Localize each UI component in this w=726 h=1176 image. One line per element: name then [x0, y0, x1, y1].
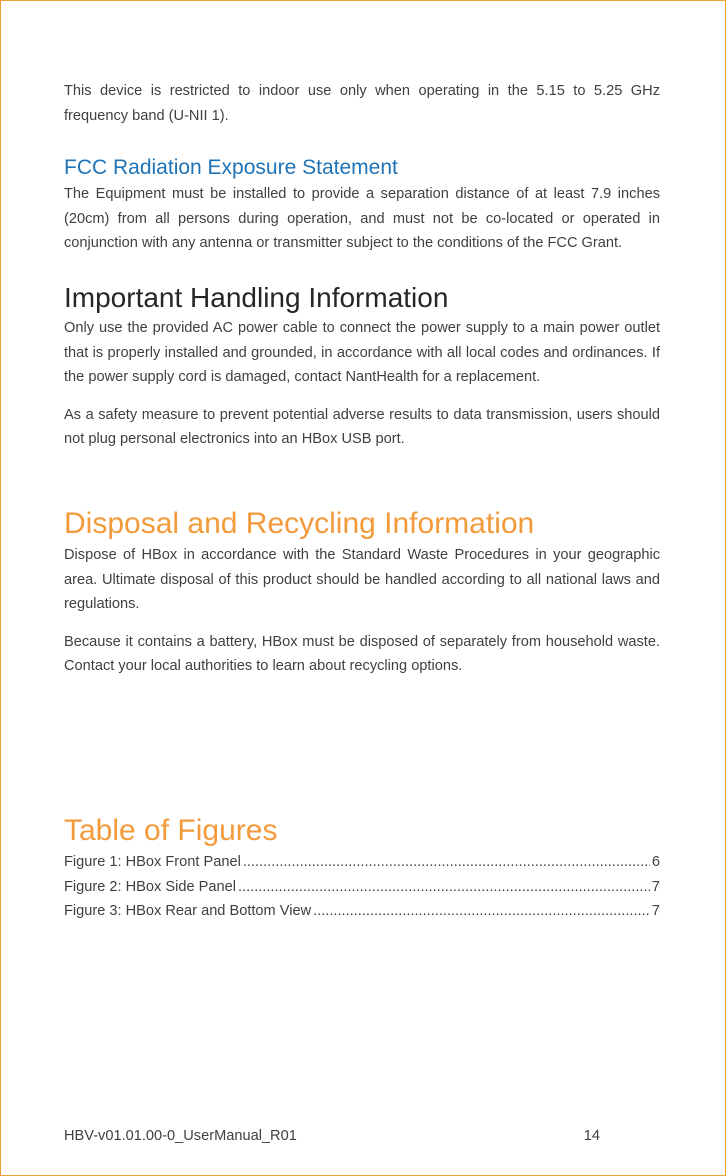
handling-heading: Important Handling Information [64, 281, 449, 313]
handling-paragraph-2: As a safety measure to prevent potential adverse results to data transmission, users should not plug personal electronics into an HBox USB port. [64, 406, 660, 448]
figure-entry-3[interactable] [64, 899, 660, 924]
figure-entry-page: 6 [651, 853, 660, 870]
intro-paragraph: This device is restricted to indoor use only when operating in the 5.15 to 5.25 GHz frequency band (U-NII 1). [64, 83, 660, 124]
figure-entry-title: Figure 3: HBox Rear and Bottom View [64, 903, 312, 920]
figures-heading: Table of Figures [64, 813, 278, 847]
figure-entry-2[interactable] [64, 875, 660, 900]
page-footer [64, 1128, 600, 1144]
dot-leader [243, 850, 650, 875]
fcc-heading: FCC Radiation Exposure Statement [64, 156, 398, 180]
handling-paragraph-1: Only use the provided AC power cable to connect the power supply to a main power outlet that is properly installed and grounded, in accordance with all local codes and ordinances. If the power supply cord is damaged, contact NantHealth for a replacement. [64, 319, 660, 386]
figures-list [64, 850, 660, 924]
disposal-paragraph-2: Because it contains a battery, HBox must be disposed of separately from household waste. Contact your local authorities to learn about recycling options. [64, 633, 660, 675]
figure-entry-page: 7 [651, 878, 660, 895]
figure-entry-1[interactable] [64, 850, 660, 875]
page-content [64, 79, 660, 924]
disposal-heading: Disposal and Recycling Information [64, 506, 535, 540]
figure-entry-title: Figure 2: HBox Side Panel [64, 878, 236, 895]
dot-leader [313, 899, 650, 924]
footer-doc-id: HBV-v01.01.00-0_UserManual_R01 [64, 1128, 297, 1144]
footer-page-number: 14 [583, 1128, 600, 1144]
figure-entry-page: 7 [651, 903, 660, 920]
fcc-paragraph: The Equipment must be installed to provide a separation distance of at least 7.9 inches (20cm) from all persons during operation, and must not be co-located or operated in conjunction with any antenna or transmitter subject to the conditions of the FCC Grant. [64, 186, 660, 252]
figure-entry-title: Figure 1: HBox Front Panel [64, 853, 241, 870]
disposal-paragraph-1: Dispose of HBox in accordance with the Standard Waste Procedures in your geographic area. Ultimate disposal of this product should be handled according to all national laws and regulations. [64, 546, 660, 613]
dot-leader [238, 875, 650, 900]
